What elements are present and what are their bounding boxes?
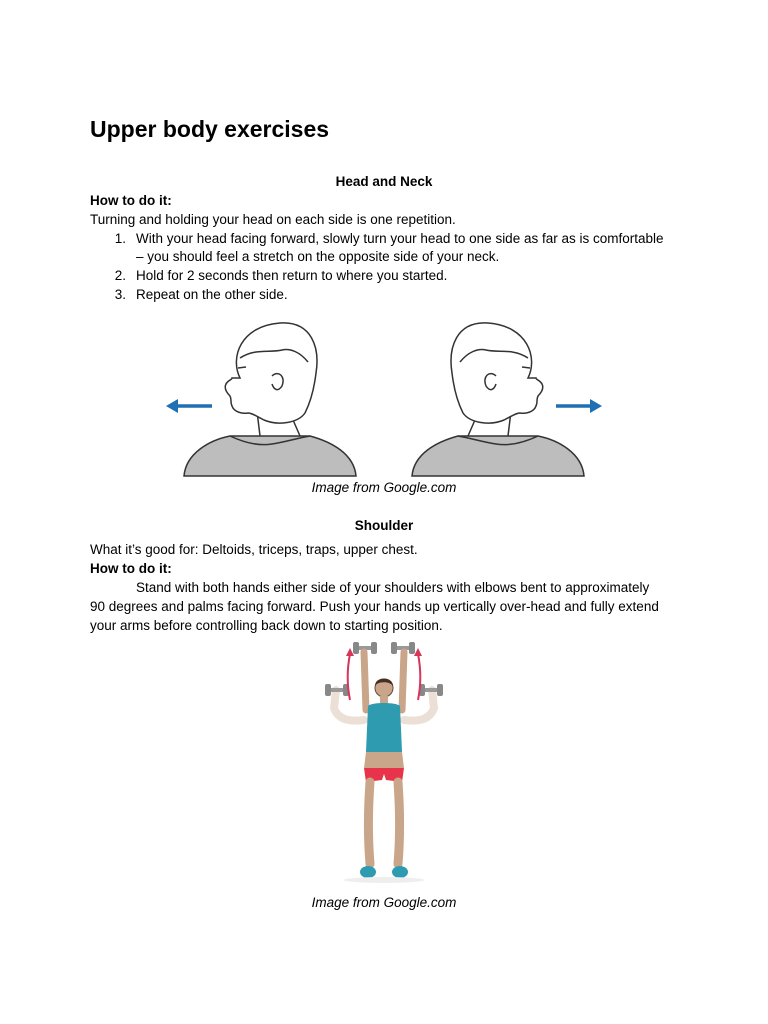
head-turn-right-figure bbox=[412, 323, 584, 476]
list-number: 1. bbox=[114, 231, 126, 246]
list-item-text: With your head facing forward, slowly turn your head to one side as far as is comfortable bbox=[136, 231, 664, 246]
list-item-text: Hold for 2 seconds then return to where you started. bbox=[136, 268, 448, 283]
page-title: Upper body exercises bbox=[90, 116, 330, 142]
list-item-text-cont: – you should feel a stretch on the opposite side of your neck. bbox=[136, 249, 500, 264]
howto-label-shoulder: How to do it: bbox=[90, 561, 172, 576]
list-number: 2. bbox=[114, 268, 126, 283]
intro-text: Turning and holding your head on each side is one repetition. bbox=[90, 212, 456, 227]
list-number: 3. bbox=[114, 287, 126, 302]
arrow-right-icon bbox=[556, 399, 602, 413]
head-turn-left-figure bbox=[184, 323, 356, 476]
section-heading-head-neck: Head and Neck bbox=[335, 174, 433, 189]
section-heading-shoulder: Shoulder bbox=[354, 518, 414, 533]
good-for-text: What it’s good for: Deltoids, triceps, traps, upper chest. bbox=[90, 542, 418, 557]
paragraph-line: 90 degrees and palms facing forward. Push your hands up vertically over-head and fully extend bbox=[90, 599, 659, 614]
image-caption-head-neck: Image from Google.com bbox=[311, 480, 457, 495]
shoulder-press-illustration bbox=[320, 640, 448, 886]
image-caption-shoulder: Image from Google.com bbox=[311, 895, 457, 910]
arrow-left-icon bbox=[166, 399, 212, 413]
list-item-text: Repeat on the other side. bbox=[136, 287, 288, 302]
head-neck-illustration bbox=[160, 318, 608, 478]
howto-label-head-neck: How to do it: bbox=[90, 193, 172, 208]
paragraph-line: your arms before controlling back down to starting position. bbox=[90, 618, 443, 633]
paragraph-line: Stand with both hands either side of your shoulders with elbows bent to approximately bbox=[136, 580, 650, 595]
